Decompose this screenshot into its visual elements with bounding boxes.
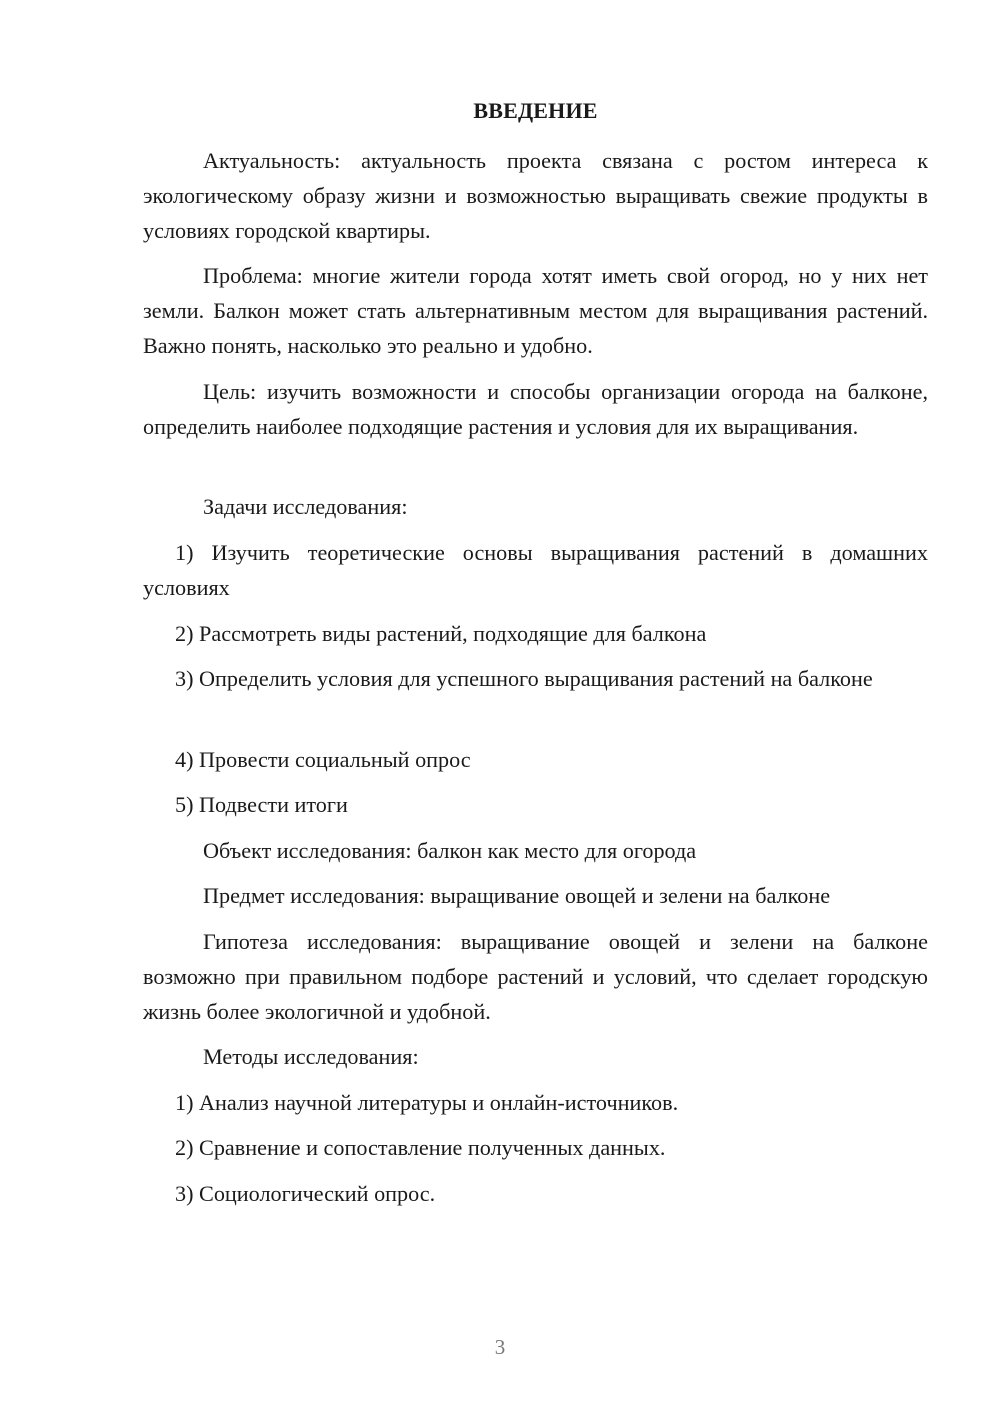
paragraph-subject: Предмет исследования: выращивание овощей и зелени на балконе [203,883,831,908]
task-item-4: 4) Провести социальный опрос [175,747,471,772]
method-item-3: 3) Социологический опрос. [175,1181,436,1206]
methods-heading: Методы исследования: [203,1044,419,1069]
paragraph-problem: Проблема: многие жители города хотят иметь свой огород, но у них нет земли. Балкон может стать альтернативным местом для выращивания растений. Важно понять, насколько это реально и удобно. [143,263,928,358]
task-item-2: 2) Рассмотреть виды растений, подходящие для балкона [175,621,707,646]
paragraph-hypothesis: Гипотеза исследования: выращивание овощей и зелени на балконе возможно при правильном подборе растений и условий, что сделает городскую жизнь более экологичной и удобной. [143,929,928,1024]
paragraph-relevance: Актуальность: актуальность проекта связана с ростом интереса к экологическому образу жизни и возможностью выращивать свежие продукты в условиях городской квартиры. [143,148,928,243]
paragraph-goal: Цель: изучить возможности и способы организации огорода на балконе, определить наиболее подходящие растения и условия для их выращивания. [143,379,928,439]
tasks-heading: Задачи исследования: [203,494,408,519]
page-number: 3 [494,1335,506,1359]
task-item-5: 5) Подвести итоги [175,792,348,817]
task-item-3: 3) Определить условия для успешного выращивания растений на балконе [175,666,873,691]
task-item-1: 1) Изучить теоретические основы выращивания растений в домашних условиях [143,540,928,600]
method-item-2: 2) Сравнение и сопоставление полученных данных. [175,1135,666,1160]
paragraph-object: Объект исследования: балкон как место для огорода [203,838,697,863]
page-title: ВВЕДЕНИЕ [473,98,598,123]
method-item-1: 1) Анализ научной литературы и онлайн-источников. [175,1090,679,1115]
